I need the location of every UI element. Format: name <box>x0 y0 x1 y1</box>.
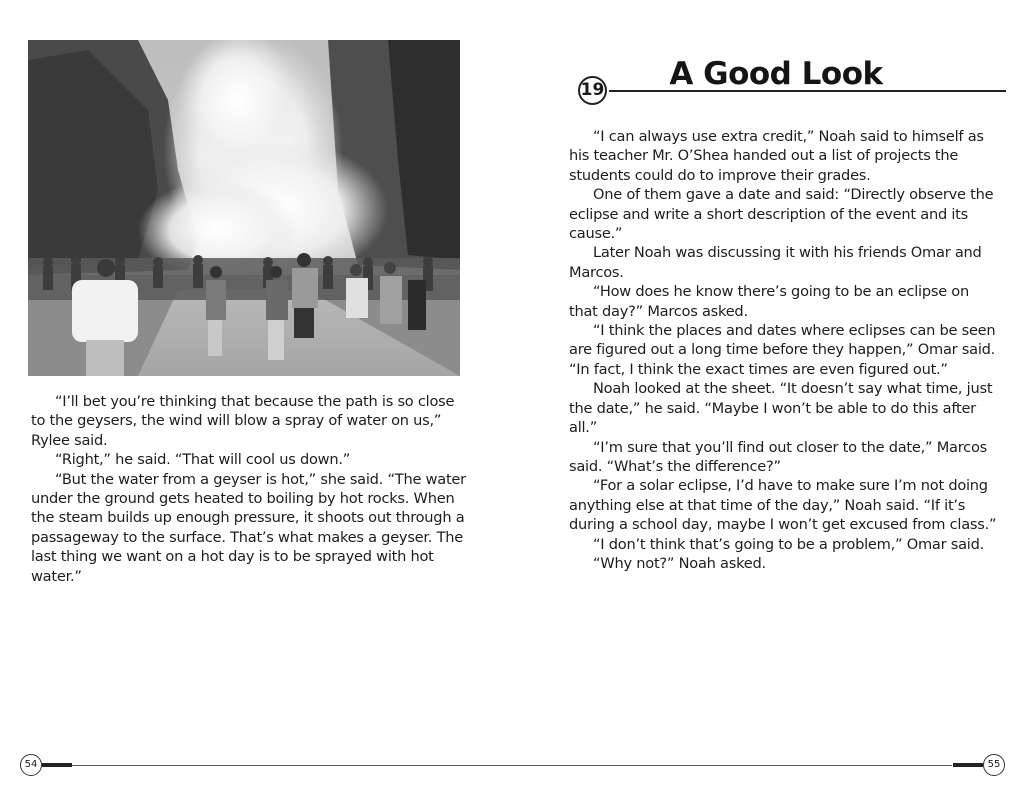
footer-rule <box>72 765 952 766</box>
paragraph: “How does he know there’s going to be an eclipse on that day?” Marcos asked. <box>569 283 969 320</box>
paragraph: “But the water from a geyser is hot,” she said. “The water under the ground gets heated to boiling by hot rocks. When the steam builds up enough pressure, it shoots out through a passageway to the surface. That’s what makes a geyser. The last thing we want on a hot day is to be sprayed with hot water.” <box>31 470 466 585</box>
paragraph: Later Noah was discussing it with his friends Omar and Marcos. <box>569 244 982 281</box>
paragraph: “I don’t think that’s going to be a problem,” Omar said. <box>593 535 984 553</box>
paragraph: One of them gave a date and said: “Directly observe the eclipse and write a short description of the event and its cause.” <box>569 186 994 243</box>
chapter-number-badge: 19 <box>578 76 607 105</box>
paragraph: “Why not?” Noah asked. <box>593 554 766 572</box>
paragraph: “I’ll bet you’re thinking that because the path is so close to the geysers, the wind will blow a spray of water on us,” Rylee said. <box>31 393 455 449</box>
paragraph: “For a solar eclipse, I’d have to make sure I’m not doing anything else at that time of the day,” Noah said. “If it’s during a school day, maybe I won’t get excused from class.” <box>569 477 997 534</box>
footer-accent-right <box>953 763 983 767</box>
paragraph: “I think the places and dates where eclipses can be seen are figured out a long time before they happen,” Omar said. “In fact, I think the exact times are even figured out.” <box>569 322 996 378</box>
footer-accent-left <box>42 763 72 767</box>
paragraph: Noah looked at the sheet. “It doesn’t say what time, just the date,” he said. “Maybe I won’t be able to do this after all.” <box>569 380 993 437</box>
paragraph: “I’m sure that you’ll find out closer to the date,” Marcos said. “What’s the difference?” <box>569 438 987 475</box>
page-number-right: 55 <box>983 754 1005 776</box>
page-number-left: 54 <box>20 754 42 776</box>
left-page-text <box>31 392 467 586</box>
right-page-text <box>569 127 1001 573</box>
chapter-title: A Good Look <box>669 56 883 92</box>
paragraph: “Right,” he said. “That will cool us down.” <box>55 451 351 469</box>
geyser-photo <box>28 40 460 376</box>
paragraph: “I can always use extra credit,” Noah said to himself as his teacher Mr. O’Shea handed out a list of projects the students could do to improve their grades. <box>569 128 984 184</box>
